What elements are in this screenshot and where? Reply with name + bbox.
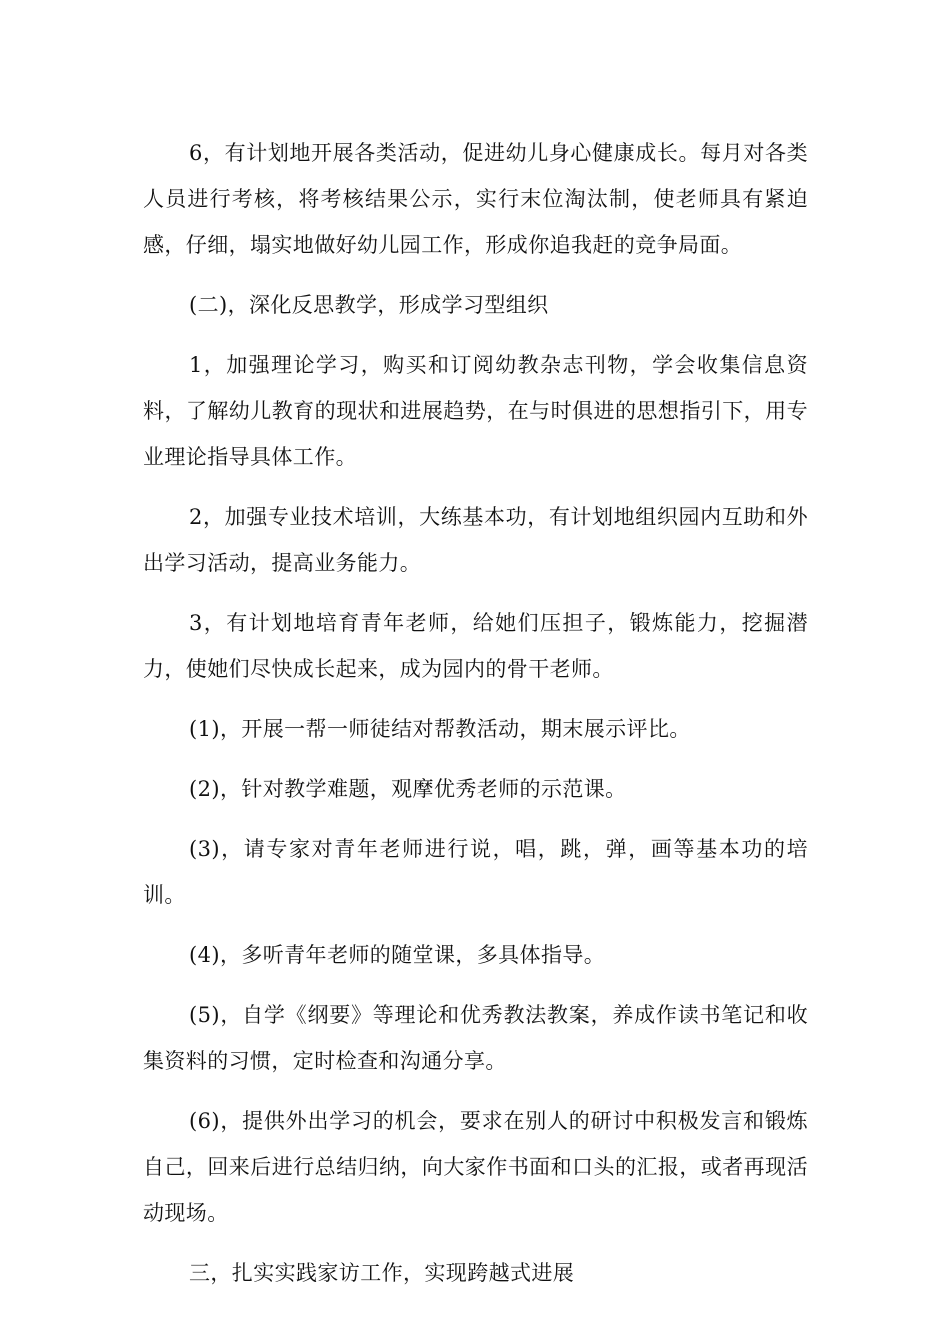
sub-item-3: (3)，请专家对青年老师进行说，唱，跳，弹，画等基本功的培训。 [143, 837, 808, 907]
paragraph-item-3: 3，有计划地培育青年老师，给她们压担子，锻炼能力，挖掘潜力，使她们尽快成长起来，成为园内的骨干老师。 [143, 611, 808, 681]
sub-item-1: (1)，开展一帮一师徒结对帮教活动，期末展示评比。 [189, 717, 691, 741]
sub-item-5: (5)，自学《纲要》等理论和优秀教法教案，养成作读书笔记和收集资料的习惯，定时检查和沟通分享。 [143, 1003, 808, 1073]
sub-item-4: (4)，多听青年老师的随堂课，多具体指导。 [189, 943, 606, 967]
paragraph-item-1: 1，加强理论学习，购买和订阅幼教杂志刊物，学会收集信息资料，了解幼儿教育的现状和进展趋势，在与时俱进的思想指引下，用专业理论指导具体工作。 [143, 353, 808, 469]
sub-item-2: (2)，针对教学难题，观摩优秀老师的示范课。 [189, 777, 627, 801]
paragraph-item-6: 6，有计划地开展各类活动，促进幼儿身心健康成长。每月对各类人员进行考核，将考核结果公示，实行末位淘汰制，使老师具有紧迫感，仔细，塌实地做好幼儿园工作，形成你追我赶的竞争局面。 [143, 141, 808, 257]
document-body [143, 130, 808, 1310]
section-heading-3: 三，扎实实践家访工作，实现跨越式进展 [189, 1261, 575, 1285]
section-heading-2: (二)，深化反思教学，形成学习型组织 [189, 293, 549, 317]
sub-item-6: (6)，提供外出学习的机会，要求在别人的研讨中积极发言和锻炼自己，回来后进行总结归纳，向大家作书面和口头的汇报，或者再现活动现场。 [143, 1109, 808, 1225]
paragraph-item-2: 2，加强专业技术培训，大练基本功，有计划地组织园内互助和外出学习活动，提高业务能力。 [143, 505, 808, 575]
